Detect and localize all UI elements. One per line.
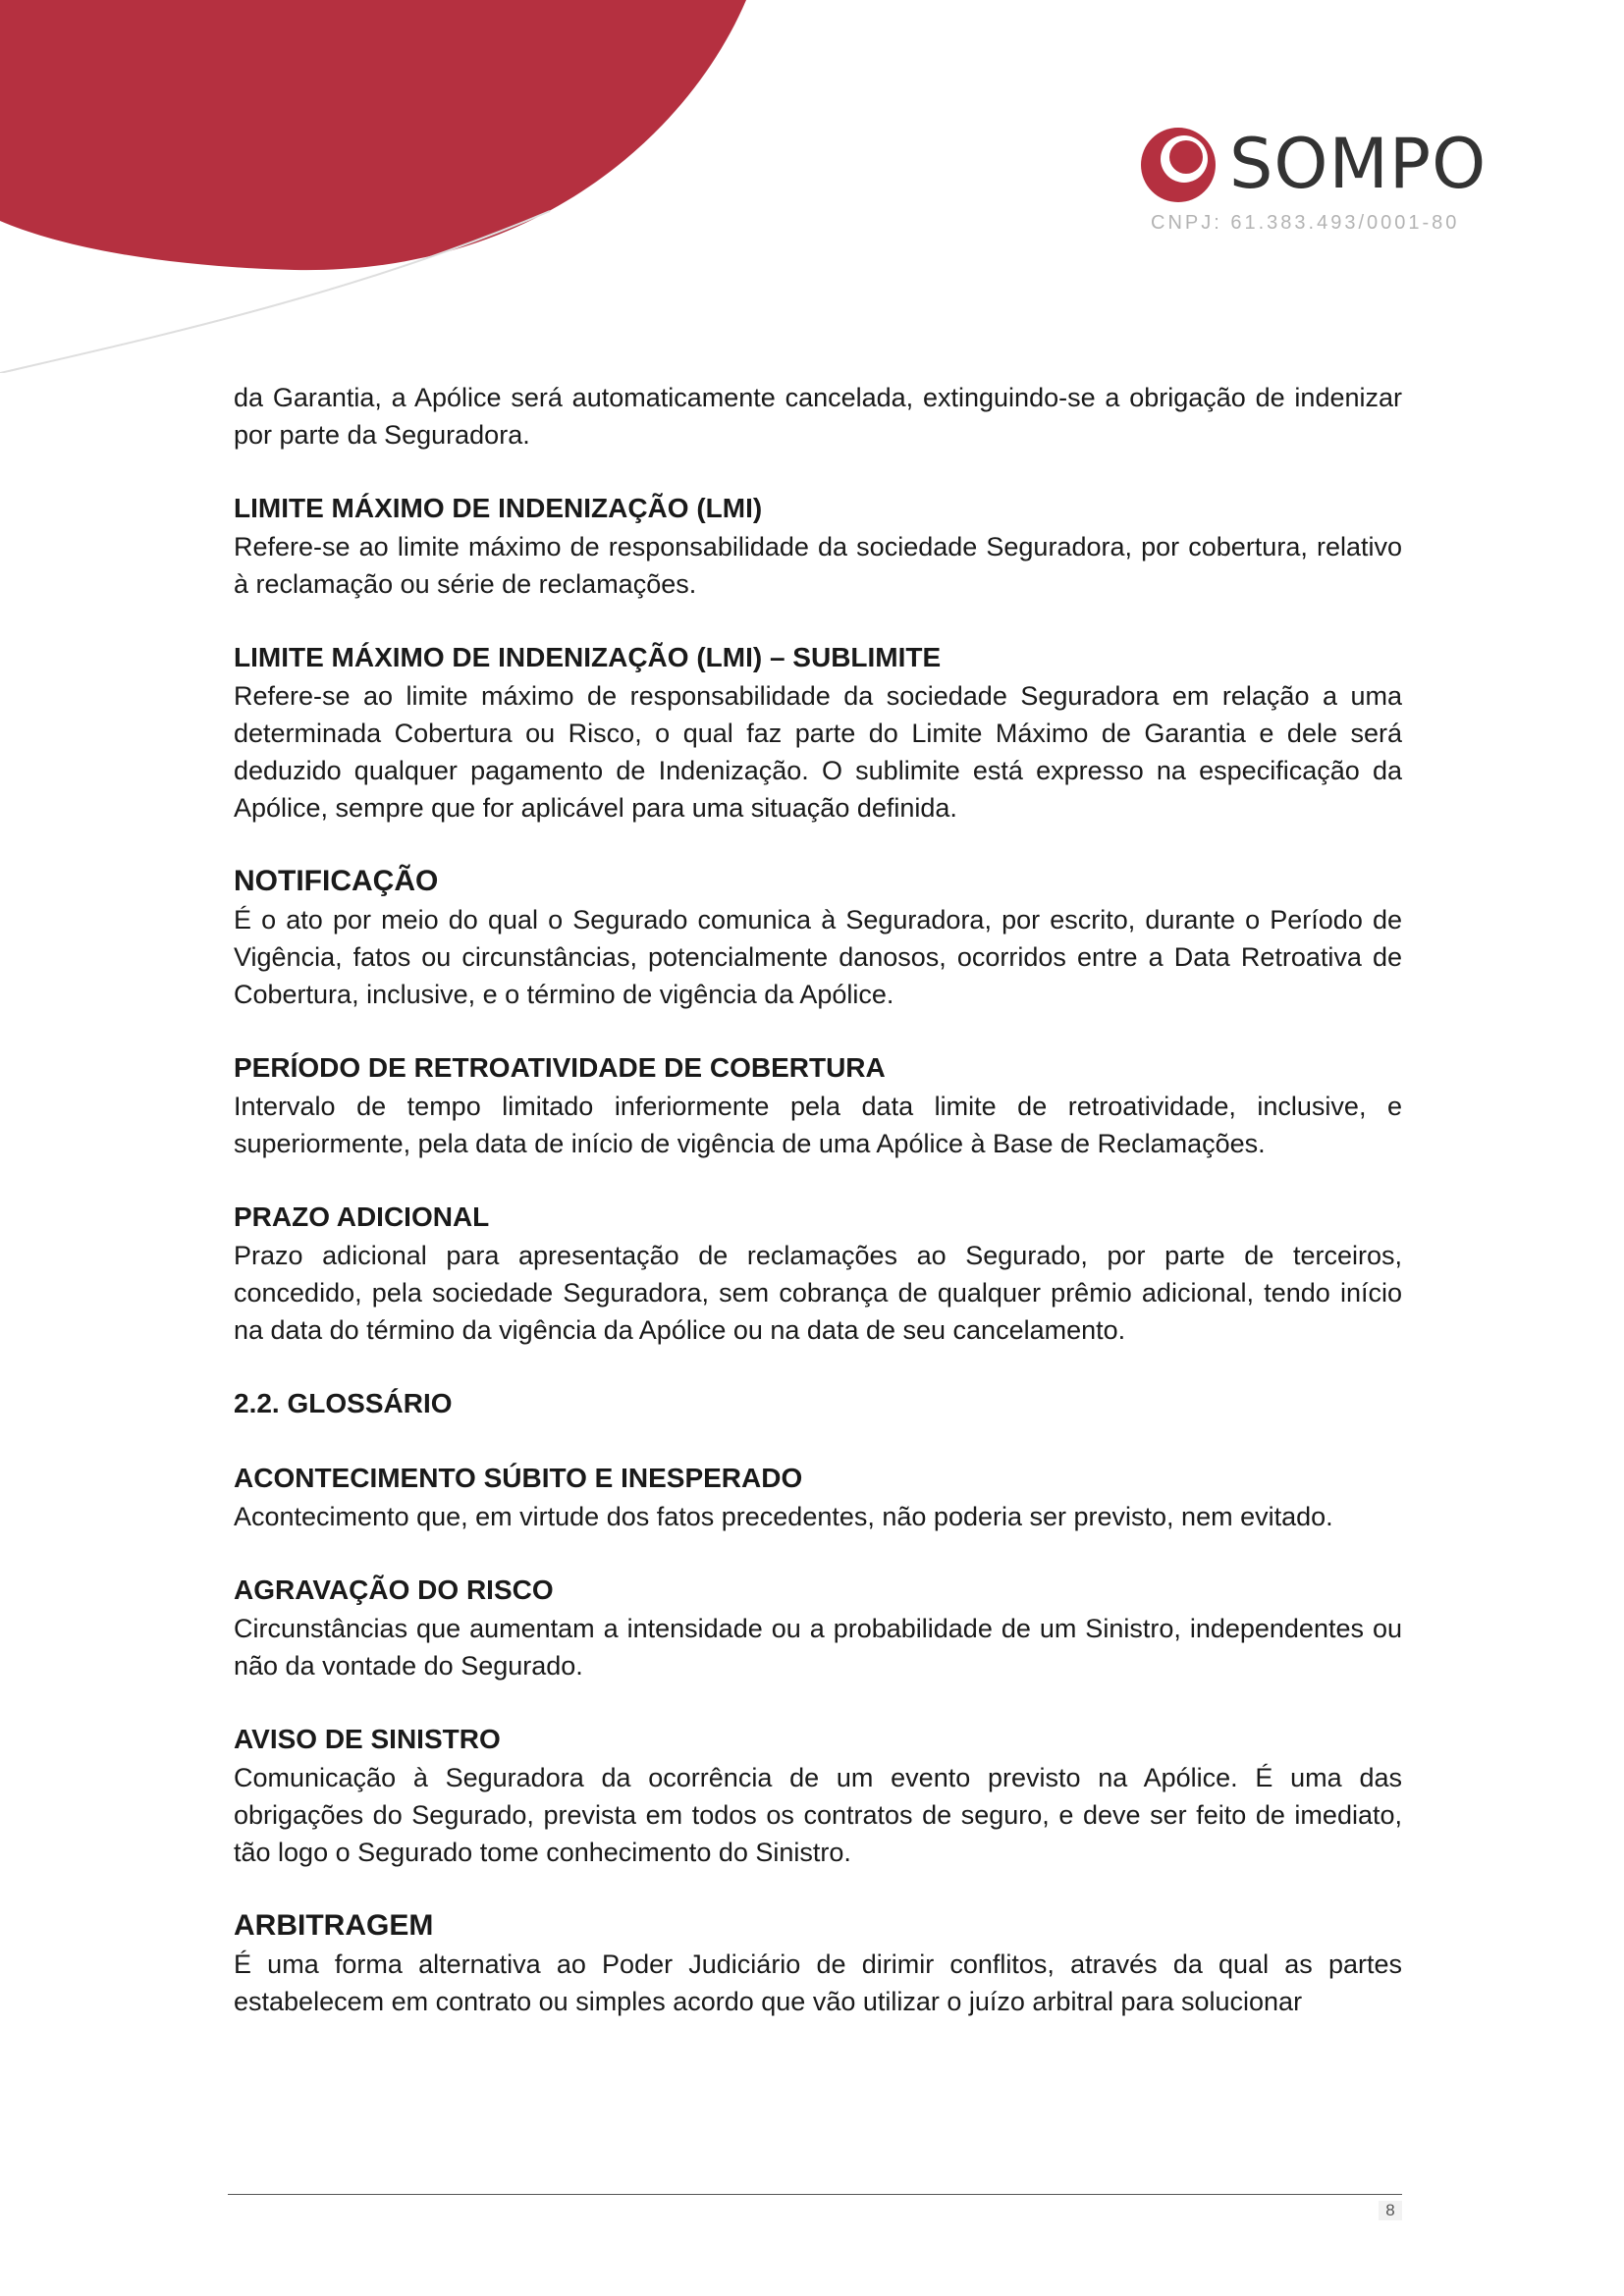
section-body: Refere-se ao limite máximo de responsabilidade da sociedade Seguradora, por cobertura, relativo à reclamação ou série de reclamações. <box>234 532 1402 599</box>
decorative-corner-arc <box>0 0 746 373</box>
sompo-logo-icon <box>1139 126 1218 204</box>
section-notificacao <box>234 862 1402 1013</box>
section-lmi-sublimite <box>234 638 1402 827</box>
section-title: PRAZO ADICIONAL <box>234 1201 490 1232</box>
glossary-item-title: ACONTECIMENTO SÚBITO E INESPERADO <box>234 1463 803 1493</box>
glossary-heading-block <box>234 1384 1402 1423</box>
intro-paragraph: da Garantia, a Apólice será automaticamente cancelada, extinguindo-se a obrigação de indenizar por parte da Seguradora. <box>234 383 1402 450</box>
glossary-item-aviso-sinistro <box>234 1720 1402 1871</box>
glossary-item-acontecimento <box>234 1459 1402 1535</box>
sompo-wordmark: SOMPO <box>1229 124 1488 204</box>
glossary-item-body: Acontecimento que, em virtude dos fatos precedentes, não poderia ser previsto, nem evitado. <box>234 1502 1333 1531</box>
section-prazo-adicional <box>234 1198 1402 1349</box>
glossary-item-body: É uma forma alternativa ao Poder Judiciário de dirimir conflitos, através da qual as partes estabelecem em contrato ou simples acordo que vão utilizar o juízo arbitral para solucionar <box>234 1949 1402 2016</box>
glossary-item-body: Comunicação à Seguradora da ocorrência de um evento previsto na Apólice. É uma das obrigações do Segurado, prevista em todos os contratos de seguro, e deve ser feito de imediato, tão logo o Segurado tome conhecimento do Sinistro. <box>234 1763 1402 1867</box>
glossary-item-arbitragem <box>234 1906 1402 2020</box>
footer-divider <box>228 2194 1402 2195</box>
section-title: PERÍODO DE RETROATIVIDADE DE COBERTURA <box>234 1052 886 1083</box>
glossary-item-agravacao <box>234 1571 1402 1684</box>
section-body: É o ato por meio do qual o Segurado comunica à Seguradora, por escrito, durante o Período de Vigência, fatos ou circunstâncias, potencialmente danosos, ocorridos entre a Data Retroativa de Cobertura, inclusive, e o término de vigência da Apólice. <box>234 905 1402 1009</box>
section-periodo-retroatividade <box>234 1048 1402 1162</box>
glossary-title: 2.2. GLOSSÁRIO <box>234 1388 453 1418</box>
section-title: NOTIFICAÇÃO <box>234 865 439 897</box>
glossary-item-title: ARBITRAGEM <box>234 1909 434 1942</box>
page-number: 8 <box>1379 2201 1402 2220</box>
document-body <box>234 379 1402 2020</box>
glossary-item-title: AGRAVAÇÃO DO RISCO <box>234 1575 554 1605</box>
section-body: Prazo adicional para apresentação de reclamações ao Segurado, por parte de terceiros, concedido, pela sociedade Seguradora, sem cobrança de qualquer prêmio adicional, tendo início na data do término da vigência da Apólice ou na data de seu cancelamento. <box>234 1241 1402 1345</box>
glossary-item-body: Circunstâncias que aumentam a intensidade ou a probabilidade de um Sinistro, independentes ou não da vontade do Segurado. <box>234 1614 1402 1681</box>
section-title: LIMITE MÁXIMO DE INDENIZAÇÃO (LMI) <box>234 493 763 523</box>
cnpj-label: CNPJ: 61.383.493/0001-80 <box>1151 212 1460 234</box>
section-title: LIMITE MÁXIMO DE INDENIZAÇÃO (LMI) – SUBLIMITE <box>234 642 942 672</box>
section-body: Refere-se ao limite máximo de responsabilidade da sociedade Seguradora em relação a uma determinada Cobertura ou Risco, o qual faz parte do Limite Máximo de Garantia e dele será deduzido qualquer pagamento de Indenização. O sublimite está expresso na especificação da Apólice, sempre que for aplicável para uma situação definida. <box>234 681 1402 823</box>
section-lmi <box>234 489 1402 603</box>
section-body: Intervalo de tempo limitado inferiormente pela data limite de retroatividade, inclusive, e superiormente, pela data de início de vigência de uma Apólice à Base de Reclamações. <box>234 1092 1402 1158</box>
glossary-item-title: AVISO DE SINISTRO <box>234 1724 501 1754</box>
sompo-logo <box>1139 118 1522 245</box>
